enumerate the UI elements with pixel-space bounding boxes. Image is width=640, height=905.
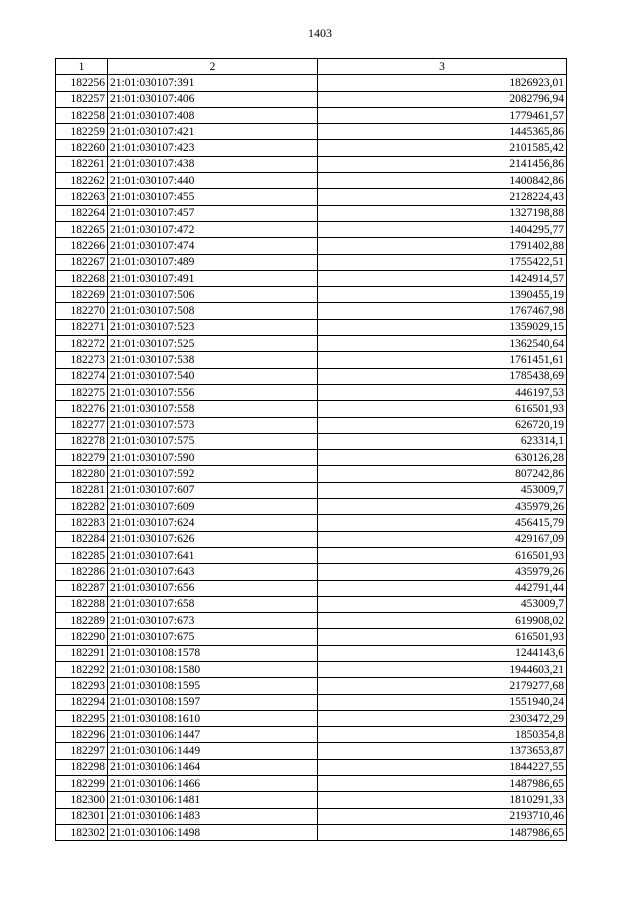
- row-number-cell: 182277: [56, 417, 108, 433]
- value-cell: 1767467,98: [318, 303, 567, 319]
- cadastral-number-cell: 21:01:030107:506: [108, 287, 318, 303]
- table-row: [56, 287, 567, 303]
- value-cell: 630126,28: [318, 450, 567, 466]
- value-cell: 1791402,88: [318, 238, 567, 254]
- table-row: [56, 531, 567, 547]
- cadastral-number-cell: 21:01:030107:440: [108, 173, 318, 189]
- cadastral-number-cell: 21:01:030107:474: [108, 238, 318, 254]
- value-cell: 446197,53: [318, 384, 567, 400]
- column-header-2: 2: [108, 59, 318, 75]
- cadastral-number-cell: 21:01:030107:556: [108, 384, 318, 400]
- value-cell: 429167,09: [318, 531, 567, 547]
- table-row: [56, 776, 567, 792]
- value-cell: 453009,7: [318, 596, 567, 612]
- table-row: [56, 205, 567, 221]
- page-number: 1403: [308, 26, 332, 40]
- value-cell: 1551940,24: [318, 694, 567, 710]
- value-cell: 2141456,86: [318, 156, 567, 172]
- value-cell: 1390455,19: [318, 287, 567, 303]
- row-number-cell: 182285: [56, 547, 108, 563]
- row-number-cell: 182288: [56, 596, 108, 612]
- table-row: [56, 499, 567, 515]
- value-cell: 1826923,01: [318, 75, 567, 91]
- value-cell: 1244143,6: [318, 645, 567, 661]
- value-cell: 1779461,57: [318, 107, 567, 123]
- row-number-cell: 182269: [56, 287, 108, 303]
- table-row: [56, 564, 567, 580]
- cadastral-number-cell: 21:01:030107:491: [108, 270, 318, 286]
- cadastral-number-cell: 21:01:030106:1466: [108, 776, 318, 792]
- table-row: [56, 189, 567, 205]
- row-number-cell: 182290: [56, 629, 108, 645]
- row-number-cell: 182261: [56, 156, 108, 172]
- cadastral-number-cell: 21:01:030107:641: [108, 547, 318, 563]
- value-cell: 1362540,64: [318, 336, 567, 352]
- cadastral-number-cell: 21:01:030107:508: [108, 303, 318, 319]
- row-number-cell: 182300: [56, 792, 108, 808]
- table-row: [56, 401, 567, 417]
- row-number-cell: 182298: [56, 759, 108, 775]
- table-row: [56, 629, 567, 645]
- row-number-cell: 182266: [56, 238, 108, 254]
- cadastral-number-cell: 21:01:030107:575: [108, 433, 318, 449]
- value-cell: 1487986,65: [318, 824, 567, 840]
- value-cell: 2303472,29: [318, 710, 567, 726]
- value-cell: 442791,44: [318, 580, 567, 596]
- table-row: [56, 710, 567, 726]
- table-row: [56, 417, 567, 433]
- cadastral-number-cell: 21:01:030108:1595: [108, 678, 318, 694]
- value-cell: 1785438,69: [318, 368, 567, 384]
- cadastral-number-cell: 21:01:030107:423: [108, 140, 318, 156]
- cadastral-number-cell: 21:01:030107:626: [108, 531, 318, 547]
- row-number-cell: 182257: [56, 91, 108, 107]
- row-number-cell: 182264: [56, 205, 108, 221]
- table-row: [56, 140, 567, 156]
- table-row: [56, 613, 567, 629]
- value-cell: 626720,19: [318, 417, 567, 433]
- cadastral-number-cell: 21:01:030107:590: [108, 450, 318, 466]
- table-header-row: [56, 59, 567, 75]
- cadastral-number-cell: 21:01:030107:658: [108, 596, 318, 612]
- row-number-cell: 182274: [56, 368, 108, 384]
- table-row: [56, 808, 567, 824]
- cadastral-number-cell: 21:01:030107:592: [108, 466, 318, 482]
- value-cell: 2193710,46: [318, 808, 567, 824]
- value-cell: 616501,93: [318, 547, 567, 563]
- row-number-cell: 182284: [56, 531, 108, 547]
- cadastral-number-cell: 21:01:030106:1483: [108, 808, 318, 824]
- cadastral-number-cell: 21:01:030107:675: [108, 629, 318, 645]
- value-cell: 2179277,68: [318, 678, 567, 694]
- table-row: [56, 661, 567, 677]
- row-number-cell: 182289: [56, 613, 108, 629]
- cadastral-number-cell: 21:01:030107:523: [108, 319, 318, 335]
- cadastral-number-cell: 21:01:030108:1610: [108, 710, 318, 726]
- table-row: [56, 107, 567, 123]
- cadastral-number-cell: 21:01:030108:1578: [108, 645, 318, 661]
- table-row: [56, 515, 567, 531]
- row-number-cell: 182293: [56, 678, 108, 694]
- table-row: [56, 694, 567, 710]
- cadastral-number-cell: 21:01:030107:624: [108, 515, 318, 531]
- table-row: [56, 352, 567, 368]
- table-row: [56, 759, 567, 775]
- table-row: [56, 450, 567, 466]
- row-number-cell: 182275: [56, 384, 108, 400]
- value-cell: 2101585,42: [318, 140, 567, 156]
- value-cell: 616501,93: [318, 401, 567, 417]
- table-row: [56, 124, 567, 140]
- table-row: [56, 173, 567, 189]
- value-cell: 1755422,51: [318, 254, 567, 270]
- cadastral-number-cell: 21:01:030106:1449: [108, 743, 318, 759]
- value-cell: 1944603,21: [318, 661, 567, 677]
- cadastral-number-cell: 21:01:030107:421: [108, 124, 318, 140]
- row-number-cell: 182280: [56, 466, 108, 482]
- cadastral-number-cell: 21:01:030107:540: [108, 368, 318, 384]
- row-number-cell: 182291: [56, 645, 108, 661]
- table-row: [56, 743, 567, 759]
- row-number-cell: 182259: [56, 124, 108, 140]
- cadastral-number-cell: 21:01:030107:573: [108, 417, 318, 433]
- value-cell: 435979,26: [318, 564, 567, 580]
- table-body: [56, 75, 567, 841]
- cadastral-number-cell: 21:01:030107:538: [108, 352, 318, 368]
- row-number-cell: 182265: [56, 221, 108, 237]
- table-row: [56, 727, 567, 743]
- row-number-cell: 182276: [56, 401, 108, 417]
- cadastral-number-cell: 21:01:030106:1481: [108, 792, 318, 808]
- cadastral-number-cell: 21:01:030108:1597: [108, 694, 318, 710]
- table-row: [56, 824, 567, 840]
- row-number-cell: 182292: [56, 661, 108, 677]
- cadastral-number-cell: 21:01:030107:609: [108, 499, 318, 515]
- row-number-cell: 182299: [56, 776, 108, 792]
- cadastral-number-cell: 21:01:030108:1580: [108, 661, 318, 677]
- value-cell: 1424914,57: [318, 270, 567, 286]
- row-number-cell: 182268: [56, 270, 108, 286]
- row-number-cell: 182263: [56, 189, 108, 205]
- row-number-cell: 182262: [56, 173, 108, 189]
- table-row: [56, 645, 567, 661]
- row-number-cell: 182267: [56, 254, 108, 270]
- value-cell: 456415,79: [318, 515, 567, 531]
- table-row: [56, 91, 567, 107]
- row-number-cell: 182297: [56, 743, 108, 759]
- value-cell: 1445365,86: [318, 124, 567, 140]
- value-cell: 1400842,86: [318, 173, 567, 189]
- cadastral-number-cell: 21:01:030106:1447: [108, 727, 318, 743]
- cadastral-number-cell: 21:01:030106:1464: [108, 759, 318, 775]
- value-cell: 2082796,94: [318, 91, 567, 107]
- registry-table: [55, 58, 567, 841]
- table-row: [56, 792, 567, 808]
- value-cell: 1761451,61: [318, 352, 567, 368]
- value-cell: 1404295,77: [318, 221, 567, 237]
- row-number-cell: 182281: [56, 482, 108, 498]
- row-number-cell: 182286: [56, 564, 108, 580]
- row-number-cell: 182256: [56, 75, 108, 91]
- table-row: [56, 319, 567, 335]
- cadastral-number-cell: 21:01:030107:406: [108, 91, 318, 107]
- table-row: [56, 221, 567, 237]
- table-row: [56, 482, 567, 498]
- cadastral-number-cell: 21:01:030106:1498: [108, 824, 318, 840]
- value-cell: 1359029,15: [318, 319, 567, 335]
- value-cell: 807242,86: [318, 466, 567, 482]
- row-number-cell: 182295: [56, 710, 108, 726]
- row-number-cell: 182278: [56, 433, 108, 449]
- table-row: [56, 75, 567, 91]
- cadastral-number-cell: 21:01:030107:408: [108, 107, 318, 123]
- cadastral-number-cell: 21:01:030107:472: [108, 221, 318, 237]
- table-row: [56, 547, 567, 563]
- cadastral-number-cell: 21:01:030107:656: [108, 580, 318, 596]
- row-number-cell: 182271: [56, 319, 108, 335]
- value-cell: 1487986,65: [318, 776, 567, 792]
- table-row: [56, 384, 567, 400]
- row-number-cell: 182258: [56, 107, 108, 123]
- table-row: [56, 254, 567, 270]
- row-number-cell: 182283: [56, 515, 108, 531]
- row-number-cell: 182270: [56, 303, 108, 319]
- row-number-cell: 182294: [56, 694, 108, 710]
- row-number-cell: 182282: [56, 499, 108, 515]
- column-header-1: 1: [56, 59, 108, 75]
- row-number-cell: 182287: [56, 580, 108, 596]
- value-cell: 616501,93: [318, 629, 567, 645]
- cadastral-number-cell: 21:01:030107:438: [108, 156, 318, 172]
- row-number-cell: 182273: [56, 352, 108, 368]
- table-row: [56, 433, 567, 449]
- cadastral-number-cell: 21:01:030107:525: [108, 336, 318, 352]
- cadastral-number-cell: 21:01:030107:607: [108, 482, 318, 498]
- column-header-3: 3: [318, 59, 567, 75]
- table-row: [56, 156, 567, 172]
- value-cell: 1810291,33: [318, 792, 567, 808]
- value-cell: 2128224,43: [318, 189, 567, 205]
- cadastral-number-cell: 21:01:030107:489: [108, 254, 318, 270]
- value-cell: 453009,7: [318, 482, 567, 498]
- row-number-cell: 182272: [56, 336, 108, 352]
- cadastral-number-cell: 21:01:030107:391: [108, 75, 318, 91]
- table-row: [56, 303, 567, 319]
- value-cell: 435979,26: [318, 499, 567, 515]
- row-number-cell: 182279: [56, 450, 108, 466]
- table-row: [56, 678, 567, 694]
- value-cell: 1373653,87: [318, 743, 567, 759]
- value-cell: 1850354,8: [318, 727, 567, 743]
- table-row: [56, 368, 567, 384]
- table-row: [56, 270, 567, 286]
- cadastral-number-cell: 21:01:030107:455: [108, 189, 318, 205]
- value-cell: 1844227,55: [318, 759, 567, 775]
- cadastral-number-cell: 21:01:030107:643: [108, 564, 318, 580]
- cadastral-number-cell: 21:01:030107:457: [108, 205, 318, 221]
- table-row: [56, 336, 567, 352]
- cadastral-number-cell: 21:01:030107:673: [108, 613, 318, 629]
- row-number-cell: 182260: [56, 140, 108, 156]
- table-row: [56, 238, 567, 254]
- table-row: [56, 596, 567, 612]
- table-row: [56, 580, 567, 596]
- row-number-cell: 182296: [56, 727, 108, 743]
- value-cell: 619908,02: [318, 613, 567, 629]
- value-cell: 623314,1: [318, 433, 567, 449]
- row-number-cell: 182301: [56, 808, 108, 824]
- value-cell: 1327198,88: [318, 205, 567, 221]
- cadastral-number-cell: 21:01:030107:558: [108, 401, 318, 417]
- row-number-cell: 182302: [56, 824, 108, 840]
- table-row: [56, 466, 567, 482]
